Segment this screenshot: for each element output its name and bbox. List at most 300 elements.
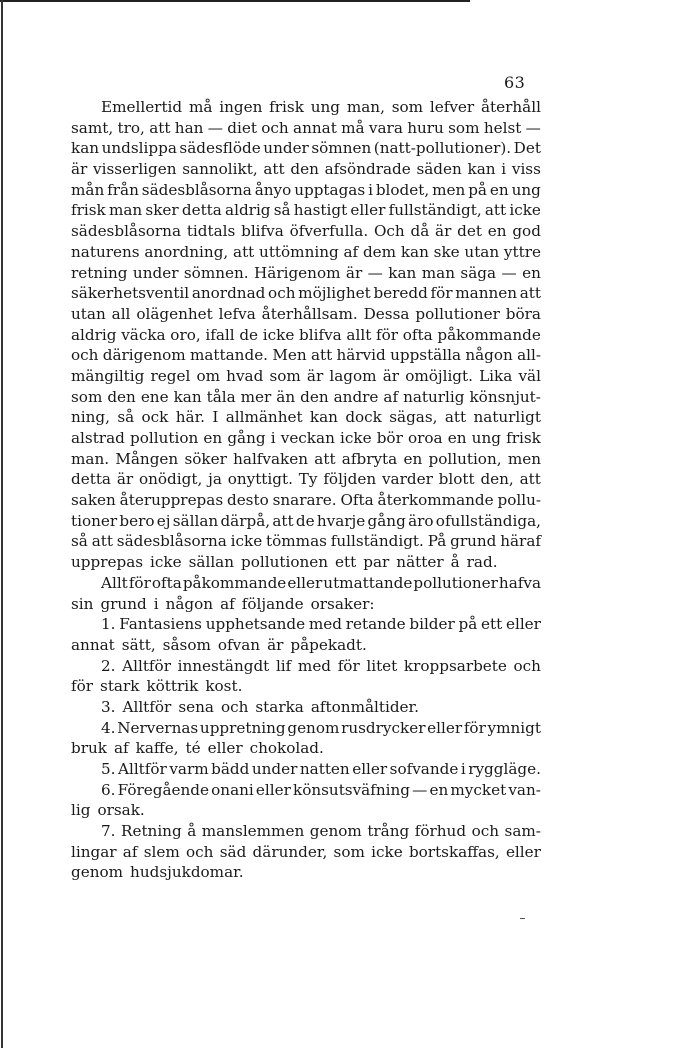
word: detta (181, 201, 222, 220)
word: yttre (503, 242, 541, 261)
word: i (153, 594, 159, 613)
word: på (458, 615, 478, 634)
word: dock (345, 408, 382, 427)
text-line (71, 490, 541, 511)
word: han (174, 118, 204, 137)
word: icke (509, 201, 541, 220)
word: mattande. (189, 346, 269, 365)
word: pollutionen (241, 553, 329, 572)
word: ofta (151, 573, 182, 592)
word: all (111, 304, 131, 323)
word: den (107, 387, 136, 406)
scan-speck (520, 918, 525, 919)
word: onyttigt. (227, 470, 293, 489)
word: någon (465, 346, 513, 365)
word: lefver (429, 98, 475, 116)
word: att (519, 470, 541, 489)
word: och (71, 346, 99, 365)
word: säga (460, 263, 497, 282)
word: ryggläge. (468, 760, 541, 778)
word: sofvande (389, 760, 459, 778)
word: Men (272, 346, 307, 365)
word: grund (450, 532, 497, 551)
word: mer (240, 387, 272, 406)
word: att (314, 449, 336, 468)
word: en (489, 180, 509, 199)
word: oro, (170, 325, 201, 344)
word: natten (299, 760, 350, 778)
word: dem (362, 242, 397, 261)
word: sällan (172, 511, 219, 530)
word: blodet, (375, 180, 430, 199)
word: eller (287, 573, 323, 592)
word: man (421, 263, 455, 282)
text-line (71, 594, 541, 615)
word: mannen (455, 284, 518, 303)
word: med (297, 656, 332, 675)
word: att (484, 201, 507, 220)
word: för (376, 325, 399, 344)
word: mån (71, 180, 105, 199)
word: sätt, (121, 635, 156, 654)
word: kroppsarbete (403, 656, 507, 675)
word: diet (227, 118, 257, 137)
word: — (412, 780, 428, 799)
word: visserligen (93, 160, 177, 179)
text-line (71, 345, 541, 366)
word: orsak. (97, 801, 145, 820)
word: eller (350, 201, 386, 220)
word: bör (376, 429, 403, 447)
word: Mången (115, 449, 179, 468)
text-line (71, 738, 541, 759)
word: så (273, 201, 291, 220)
word: afsöndrade (324, 160, 411, 179)
word: böra (505, 304, 541, 323)
word: vara (368, 118, 403, 137)
word: af (220, 594, 235, 613)
page-top-edge (0, 0, 470, 2)
word: tömmas (266, 532, 327, 551)
text-line (71, 759, 541, 780)
word: ung (471, 429, 501, 447)
word: saken (71, 491, 116, 510)
text-line (71, 180, 541, 201)
word: bortskaffas, (408, 842, 500, 861)
word: 7. (101, 822, 116, 841)
word: icke (150, 553, 182, 572)
word: som (448, 118, 480, 137)
word: under (263, 139, 309, 158)
word: för (337, 656, 360, 675)
text-line (71, 304, 541, 325)
word: säd (219, 842, 247, 861)
word: förhud (414, 822, 467, 841)
word: ett (335, 553, 357, 572)
word: Alltför (122, 697, 172, 716)
word: och (268, 284, 296, 303)
word: en (447, 429, 467, 447)
word: och (471, 822, 500, 841)
word: är (382, 366, 400, 385)
text-line (71, 200, 541, 221)
word: pollution, (428, 449, 502, 468)
text-line (71, 656, 541, 677)
word: genom (287, 718, 340, 737)
word: veckan (280, 429, 335, 447)
word: — (501, 263, 517, 282)
text-line (71, 573, 541, 594)
word: att (310, 346, 333, 365)
word: Emellertid (101, 98, 183, 116)
word: kan (309, 408, 338, 427)
word: van- (508, 780, 541, 799)
word: att (263, 160, 285, 179)
word: frisk (269, 98, 304, 116)
word: uttömning (259, 242, 339, 261)
word: en (429, 780, 449, 799)
word: i (501, 160, 507, 179)
word: gång (227, 429, 266, 447)
word: af (383, 387, 399, 406)
word: att (91, 532, 113, 551)
word: å (450, 553, 460, 572)
text-line (71, 718, 541, 739)
word: helst (483, 118, 522, 137)
word: ja (208, 470, 222, 489)
text-line (71, 138, 541, 159)
word: må (188, 98, 213, 116)
word: regel (150, 366, 191, 385)
word: par (363, 553, 390, 572)
word: upptagas (294, 180, 366, 199)
word: en (487, 222, 507, 241)
word: retning (71, 263, 128, 282)
text-line (71, 118, 541, 139)
word: kost. (205, 677, 243, 696)
word: påpekadt. (290, 635, 367, 654)
word: ifall (205, 325, 235, 344)
text-line (71, 614, 541, 635)
word: hudsjukdomar. (130, 863, 244, 882)
text-line (71, 800, 541, 821)
word: är (267, 635, 284, 654)
word: té (185, 739, 201, 758)
word: man (108, 201, 143, 220)
word: ene (140, 387, 169, 406)
word: därpå, (220, 511, 271, 530)
word: olägenhet (136, 304, 213, 323)
word: kaffe, (135, 739, 179, 758)
word: ock (141, 408, 169, 427)
word: det (457, 222, 482, 241)
word: tidtals (186, 222, 236, 241)
word: därigenom (102, 346, 186, 365)
word: frisk (506, 429, 541, 447)
word: blifva (241, 222, 284, 241)
word: snarare. (272, 491, 337, 510)
word: från (107, 180, 139, 199)
word: blifva (299, 325, 342, 344)
word: följande (241, 594, 304, 613)
word: bädd (211, 760, 250, 778)
word: fullständigt. (330, 532, 424, 551)
word: På (427, 532, 447, 551)
text-line (71, 635, 541, 656)
word: om (196, 366, 221, 385)
word: hvad (226, 366, 264, 385)
word: som (71, 387, 103, 406)
word: utan (71, 304, 106, 323)
word: så (117, 408, 135, 427)
word: eller (352, 760, 388, 778)
word: för (71, 677, 94, 696)
word: må (341, 118, 365, 137)
text-line (71, 469, 541, 490)
word: någon (165, 594, 214, 613)
word: 1. (101, 615, 116, 634)
word: är (306, 366, 324, 385)
word: väcka (121, 325, 166, 344)
word: på (468, 180, 487, 199)
word: man, (346, 98, 385, 116)
word: att (149, 118, 171, 137)
word: eller (505, 842, 541, 861)
word: sam- (504, 822, 541, 841)
word: som (269, 366, 301, 385)
word: i (368, 180, 373, 199)
text-line (71, 428, 541, 449)
word: väl (518, 366, 541, 385)
word: Dessa (363, 304, 410, 323)
word: alstrad (71, 429, 125, 447)
word: aldrig (71, 325, 117, 344)
word: äro (408, 511, 434, 530)
word: ofta (402, 325, 433, 344)
word: könsutsväfning (293, 780, 410, 799)
word: sömnen. (183, 263, 249, 282)
word: andre (333, 387, 379, 406)
word: sädesblåsorna (116, 532, 227, 551)
word: icke (262, 325, 295, 344)
word: och (513, 656, 541, 675)
word: icke (371, 842, 403, 861)
word: kan (71, 139, 100, 158)
word: möjlighet (298, 284, 371, 303)
word: pollu- (497, 491, 541, 510)
word: af (343, 242, 359, 261)
word: — (207, 118, 223, 137)
word: tioner (71, 511, 118, 530)
word: sädesflöde (179, 139, 261, 158)
word: af (122, 842, 138, 861)
text-line (71, 366, 541, 387)
word: ett (481, 615, 503, 634)
word: ingen (219, 98, 263, 116)
word: och (186, 842, 214, 861)
text-line (71, 221, 541, 242)
word: Föregående (117, 780, 209, 799)
word: ej (156, 511, 171, 530)
word: i (270, 429, 276, 447)
word: huru (407, 118, 444, 137)
word: allt (346, 325, 372, 344)
word: säden (416, 160, 462, 179)
word: sädesblåsorna (71, 222, 182, 241)
word: de (295, 511, 315, 530)
text-line (71, 159, 541, 180)
word: säkerhetsventil (71, 284, 190, 303)
word: ske (433, 242, 460, 261)
word: man. (71, 449, 110, 468)
word: bruk (71, 739, 107, 758)
word: 5. (101, 760, 116, 778)
word: Det (513, 139, 541, 158)
word: mängiltig (71, 366, 145, 385)
word: lingar (71, 842, 117, 861)
word: den (300, 387, 329, 406)
text-line (71, 283, 541, 304)
word: såsom (162, 635, 211, 654)
word: så (71, 532, 88, 551)
word: å (187, 822, 197, 841)
word: ymnigt (487, 718, 541, 737)
word: — (525, 118, 541, 137)
word: är (435, 222, 452, 241)
word: varder (381, 470, 433, 489)
word: som (333, 842, 365, 861)
text-line (71, 242, 541, 263)
word: köttrik (146, 677, 199, 696)
word: härvid (336, 346, 386, 365)
word: beredd (373, 284, 428, 303)
word: lefva (218, 304, 256, 323)
word: viss (511, 160, 541, 179)
word: eller (427, 718, 463, 737)
word: omöjligt. (405, 366, 473, 385)
text-line (71, 552, 541, 573)
word: fullständigt, (388, 201, 482, 220)
word: desto (226, 491, 269, 510)
word: mycket (450, 780, 507, 799)
word: för (463, 718, 486, 737)
word: att (519, 284, 541, 303)
word: under (251, 760, 298, 778)
word: hastigt (293, 201, 348, 220)
word: Ty (298, 470, 318, 489)
text-line (71, 511, 541, 532)
word: sägas, (389, 408, 438, 427)
text-line (71, 531, 541, 552)
word: pollutioner (415, 304, 500, 323)
word: bero (119, 511, 155, 530)
word: afbryta (341, 449, 398, 468)
word: uppställa (390, 346, 462, 365)
word: onödigt, (138, 470, 203, 489)
word: annat (293, 118, 337, 137)
page-left-edge (1, 0, 3, 1048)
word: undslippa (101, 139, 177, 158)
word: öfverfulla. (289, 222, 369, 241)
word: ung (511, 180, 541, 199)
word: icke (230, 532, 263, 551)
word: för (128, 573, 151, 592)
word: sin (71, 594, 94, 613)
word: sena (178, 697, 214, 716)
word: Och (373, 222, 405, 241)
word: allmänhet (225, 408, 303, 427)
word: än (276, 387, 296, 406)
word: följden (323, 470, 377, 489)
word: onani (211, 780, 254, 799)
word: grund (100, 594, 147, 613)
word: en (203, 429, 223, 447)
word: hvarje (316, 511, 366, 530)
word: kan (400, 242, 429, 261)
word: kan (173, 387, 202, 406)
word: god (512, 222, 541, 241)
word: oroa (407, 429, 443, 447)
word: ofvan (217, 635, 261, 654)
word: annat (71, 635, 115, 654)
word: återhåll (481, 98, 541, 116)
word: ofullständiga, (435, 511, 541, 530)
word: detta (71, 470, 111, 489)
word: och (220, 697, 249, 716)
word: här. (175, 408, 205, 427)
text-line (71, 97, 541, 118)
word: Lika (479, 366, 513, 385)
text-line (71, 325, 541, 346)
word: eller (505, 615, 541, 634)
word: då (410, 222, 430, 241)
word: chokolad. (249, 739, 324, 758)
word: frisk (71, 201, 106, 220)
word: genom (71, 863, 124, 882)
word: ånyo (254, 180, 292, 199)
word: sker (145, 201, 179, 220)
word: naturligt (473, 408, 541, 427)
word: litet (366, 656, 398, 675)
text-line (71, 387, 541, 408)
word: starka (255, 697, 304, 716)
text-line (71, 821, 541, 842)
word: tro, (117, 118, 145, 137)
word: att (272, 511, 294, 530)
word: upphetsande (205, 615, 306, 634)
word: könsnjut- (469, 387, 541, 406)
word: påkommande (182, 573, 287, 592)
word: är (71, 160, 88, 179)
word: den, (480, 470, 514, 489)
word: innestängdt (177, 656, 270, 675)
word: upprepas (71, 553, 144, 572)
word: orsaker: (310, 594, 375, 613)
word: Alltför (118, 760, 167, 778)
word: de (239, 325, 259, 344)
word: återhållsam. (261, 304, 358, 323)
word: Nervernas (117, 718, 199, 737)
word: ung (310, 98, 341, 116)
word: bilder (409, 615, 455, 634)
word: den (290, 160, 319, 179)
word: lif (275, 656, 292, 675)
text-line (71, 862, 541, 883)
word: en (403, 449, 423, 468)
text-line (71, 263, 541, 284)
text-line (71, 780, 541, 801)
word: hafva (498, 573, 541, 592)
